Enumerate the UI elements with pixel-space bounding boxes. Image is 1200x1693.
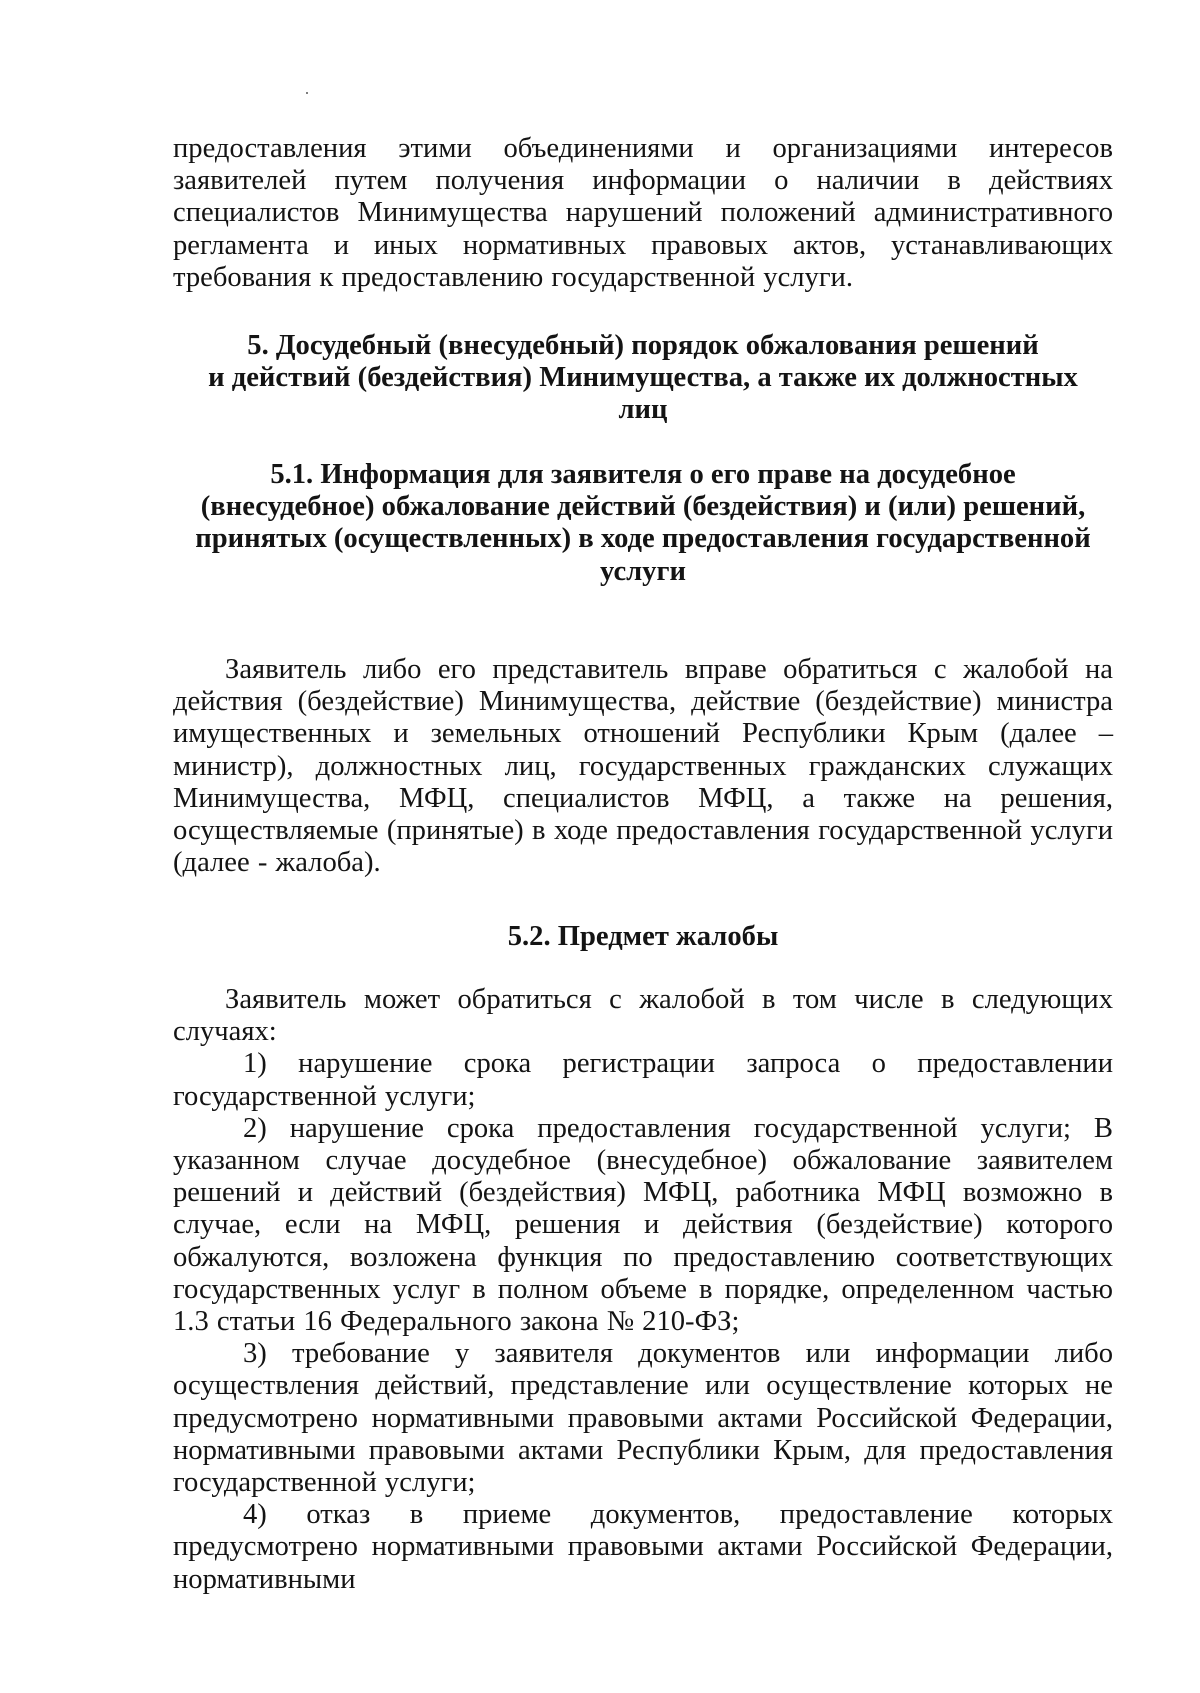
section-5-1-body — [173, 654, 1113, 879]
intro-paragraph: предоставления этими объединениями и организациями интересов заявителей путем получения информации о наличии в действиях специалистов Минимущества нарушений положений административного регламента и иных нормативных правовых актов, устанавливающих требования к предоставлению государственной услуги. — [173, 133, 1113, 293]
list-item: 2) нарушение срока предоставления государственной услуги; В указанном случае досудебное (внесудебное) обжалование заявителем решений и действий (бездействия) МФЦ, работника МФЦ возможно в случае, если на МФЦ, решения и действия (бездействие) которого обжалуются, возложена функция по предоставлению соответствующих государственных услуг в полном объеме в порядке, определенном частью 1.3 статьи 16 Федерального закона № 210-ФЗ; — [173, 1112, 1113, 1338]
section-5-heading-line: лиц — [618, 394, 668, 426]
section-5-1-heading-line: 5.1. Информация для заявителя о его праве на досудебное — [270, 459, 1016, 490]
list-item: 3) требование у заявителя документов или информации либо осуществления действий, представление или осуществление которых не предусмотрено нормативными правовыми актами Российской Федерации, нормативными правовыми актами Республики Крым, для предоставления государственной услуги; — [173, 1338, 1113, 1499]
section-5-1-heading — [173, 459, 1113, 588]
scan-speck — [306, 92, 308, 94]
section-5-heading-line: и действий (бездействия) Минимущества, а также их должностных — [208, 362, 1078, 394]
section-5-1-paragraph: Заявитель либо его представитель вправе обратиться с жалобой на действия (бездействие) Минимущества, действие (бездействие) министра имущественных и земельных отношений Республики Крым (далее – министр), должностных лиц, государственных гражданских служащих Минимущества, МФЦ, специалистов МФЦ, а также на решения, осуществляемые (принятые) в ходе предоставления государственной услуги (далее - жалоба). — [173, 654, 1113, 879]
section-5-heading — [173, 330, 1113, 427]
list-item: 4) отказ в приеме документов, предоставление которых предусмотрено нормативными правовыми актами Российской Федерации, нормативными — [173, 1499, 1113, 1595]
section-5-2-lead: Заявитель может обратиться с жалобой в том числе в следующих случаях: — [173, 984, 1113, 1048]
section-5-2-heading: 5.2. Предмет жалобы — [507, 921, 779, 952]
section-5-heading-line: 5. Досудебный (внесудебный) порядок обжалования решений — [247, 330, 1039, 361]
section-5-1-heading-line: услуги — [600, 555, 686, 587]
section-5-2-body — [173, 984, 1113, 1596]
list-item: 1) нарушение срока регистрации запроса о предоставлении государственной услуги; — [173, 1048, 1113, 1112]
intro-paragraph-block — [173, 133, 1113, 294]
section-5-1-heading-line: (внесудебное) обжалование действий (бездействия) и (или) решений, — [200, 491, 1086, 523]
section-5-1-heading-line: принятых (осуществленных) в ходе предоставления государственной — [195, 523, 1091, 555]
